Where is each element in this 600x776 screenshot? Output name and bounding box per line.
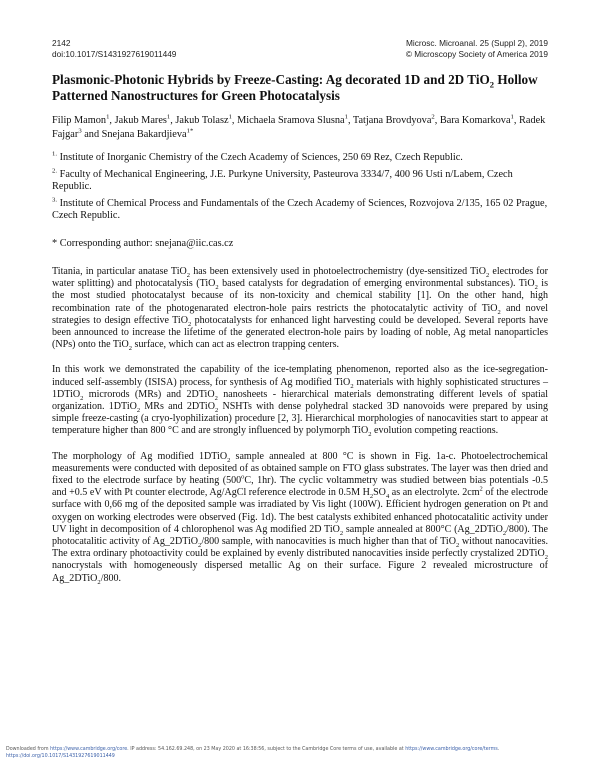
affiliation (52, 152, 548, 164)
footer-text: Downloaded from (6, 747, 51, 752)
affiliation-number: 3. (52, 196, 58, 204)
text-run: 4 (385, 493, 390, 501)
author-name: Tatjana Brovdyova (352, 115, 432, 126)
affiliation-text: Faculty of Mechanical Engineering, J.E. Purkyne University, Pasteurova 3334/7, 400 96 Usti n/Labem, Czech Republic. (52, 168, 513, 192)
text-run: 2 (339, 529, 344, 537)
author-affiliation-mark: 1 (106, 113, 110, 121)
author-affiliation-mark: 1 (510, 113, 514, 121)
text-run: 2 (80, 394, 84, 402)
text-run: The morphology of Ag modified 1DTiO (52, 450, 228, 462)
text-run: o (241, 473, 245, 481)
text-run: as an electrolyte. 2cm (389, 487, 480, 499)
author-name: Jakub Tolasz (175, 115, 229, 126)
text-run: 2 (479, 485, 483, 493)
text-run: 2 (198, 542, 202, 550)
text-run: without nanocavities. The extra ordinary photoactivity could be explained by evenly distributed nanocavities inside perfectly crystalized 2DTiO (52, 536, 548, 560)
text-run: 2 (128, 345, 133, 353)
text-run: electrodes for water splitting) and photocatalysis (TiO (52, 266, 548, 290)
author-separator: , (347, 115, 353, 126)
text-run: based catalysts for degradation of emerging environmental substances). TiO (218, 278, 535, 290)
author-name: Filip Mamon (52, 115, 107, 126)
text-run: materials with highly sophisticated structures – 1DTiO (52, 376, 548, 400)
text-run: 2 (187, 320, 192, 328)
affiliation-number: 2. (52, 167, 58, 175)
page-number: 2142 (52, 38, 71, 48)
text-run: is the most studied photocatalyst because of its non-toxicity and chemical stability [1]. On the other hand, high recombination rate of the photogenarated electron-hole pairs restricts the photocatalytic activity of TiO (52, 278, 548, 314)
footer-text-2: . IP address: 54.162.69.248, on 23 May 2020 at 16:38:56, subject to the Cambridge Core terms of use, available at (127, 747, 406, 752)
text-run: evolution competing reactions. (371, 425, 499, 437)
author-affiliation-mark: 2 (431, 113, 435, 121)
text-run: and novel strategies to design effective TiO (52, 302, 548, 326)
text-run: /800 sample, with nanocavities is much higher than that of TiO (201, 536, 456, 548)
affiliation (52, 169, 548, 193)
footer-line-1 (6, 746, 596, 753)
author-name: Radek Fajgar (52, 115, 546, 140)
affiliation-text: Institute of Inorganic Chemistry of the Czech Academy of Sciences, 250 69 Rez, Czech Republic. (57, 152, 463, 163)
text-run: 2 (97, 578, 101, 586)
text-run: 2 (485, 272, 490, 279)
abstract-body (52, 266, 548, 598)
body-paragraph (52, 451, 548, 585)
author-separator: , (170, 115, 176, 126)
doi: doi:10.1017/S1431927619011449 (52, 49, 177, 59)
author-affiliation-mark: 1 (228, 113, 232, 121)
download-footer (6, 746, 596, 760)
text-run: nanosheets - hierarchical materials demonstrating different levels of spatial organization. 1DTiO (52, 388, 548, 413)
author-name: Jakub Mares (114, 115, 167, 126)
footer-text-3: . (497, 747, 500, 752)
author-separator: and (81, 128, 102, 140)
text-run: C, 1hr). The cyclic voltammetry was studied between bias potentials -0.5 and +0.5 eV with Pt counter electrode, Ag/AgCl reference electrode in 0.5M H (52, 475, 548, 499)
text-run: In this work we demonstrated the capability of the ice-templating phenomenon, reported also as the ice-segregation-induced self-assembly (ISISA) process, for synthesis of Ag modified TiO (52, 364, 548, 388)
author-separator: , (513, 115, 520, 126)
text-run: 2 (368, 431, 372, 439)
footer-link-doi[interactable]: https://doi.org/10.1017/S1431927619011449 (6, 754, 115, 759)
affiliations (52, 152, 548, 227)
text-run: 2 (544, 554, 548, 562)
affiliation-number: 1. (52, 150, 58, 158)
author-name: Michaela Sramova Slusna (237, 115, 345, 126)
text-run: 2 (215, 284, 219, 292)
text-run: 2 (497, 308, 501, 316)
title-subscript: 2 (489, 79, 495, 90)
text-run: sample annealed at 800°C (Ag_2DTiO (343, 523, 503, 535)
copyright: © Microscopy Society of America 2019 (405, 49, 548, 59)
title-text-rest: Hollow Patterned Nanostructures for Green Photocatalysis (52, 72, 538, 103)
text-run: photocatalysts for enhanced light harvesting could be developed. Several reports have been announced to increase the lifetime of the generated electron-hole pairs by loading of noble, Ag metal nanoparticles (NPs) onto the TiO (52, 314, 548, 351)
author-affiliation-mark: 1* (186, 127, 194, 135)
author-separator: , (434, 115, 440, 126)
body-paragraph (52, 364, 548, 437)
text-run: 2 (534, 284, 538, 292)
author-separator: , (109, 115, 115, 126)
author-name: Snejana Bakardjieva (101, 128, 187, 140)
text-run: 2 (227, 456, 231, 464)
text-run: 2 (350, 382, 354, 390)
footer-link-core[interactable]: https://www.cambridge.org/core (50, 747, 128, 752)
text-run: microrods (MRs) and 2DTiO (83, 388, 215, 400)
title-text: Plasmonic-Photonic Hybrids by Freeze-Casting: Ag decorated 1D and 2D TiO (52, 72, 490, 87)
text-run: of the electrode surface with 0,66 mg of the deposited sample was irradiated by Vis light (100W). Efficient hydrogen generation on Pt and oxygen on working electrodes were observed (Fig. 1d). The best catalysts exhibited enhanced photocatalitic activity under UV light in decomposition of 4 chlorophenol was Ag modified 2D TiO (52, 487, 548, 535)
affiliation-text: Institute of Chemical Process and Fundamentals of the Czech Academy of Sciences, Rozvojova 2/135, 165 02 Prague, Czech Republic. (52, 197, 548, 221)
text-run: SO (373, 487, 386, 499)
text-run: sample annealed at 800 °C is shown in Fig. 1a-c. Photoelectrochemical measurements were conducted with deposited of as obtained sample on FTO glass substrates. The layer was then dried and fixed to the electrode surface by heating (500 (52, 450, 548, 487)
text-run: surface, which can act as electron trapping centers. (132, 339, 340, 351)
author-affiliation-mark: 3 (78, 127, 82, 135)
footer-link-terms[interactable]: https://www.cambridge.org/core/terms (405, 747, 498, 752)
text-run: nanocrystals with homogeneously dispersed metallic Ag on their surface. Figure 2 revealed microstructure of Ag_2DTiO (52, 560, 548, 584)
text-run: 2 (455, 542, 460, 550)
text-run: 2 (502, 529, 507, 537)
author-name: Bara Komarkova (439, 115, 511, 126)
author-affiliation-mark: 1 (166, 113, 171, 121)
corresponding-author: * Corresponding author: snejana@iic.cas.cz (52, 238, 234, 249)
text-run: Titania, in particular anatase TiO (52, 266, 187, 277)
paper-title (52, 72, 552, 103)
text-run: has been extensively used in photoelectrochemistry (dye-sensitized TiO (190, 266, 486, 277)
text-run: 2 (214, 394, 218, 402)
text-run: MRs and 2DTiO (140, 401, 215, 413)
text-run: NSHTs with dense polyhedral stacked 3D nanovoids were prepared by using simple freeze-casting (a cryo-lyophilization) procedure [2, 3]. Hierarchical morphologies of nanocavities start to appear at temperature higher than 800 °C and are strongly influenced by polymorph TiO (52, 401, 548, 437)
body-paragraph (52, 266, 548, 351)
author-list (52, 114, 548, 141)
journal-citation: Microsc. Microanal. 25 (Suppl 2), 2019 (405, 38, 548, 48)
footer-line-2 (6, 753, 596, 760)
text-run: /800. (100, 572, 122, 584)
author-affiliation-mark: 1 (344, 113, 348, 121)
text-run: /800). The photocatalitic activity of Ag_2DTiO (52, 523, 548, 548)
text-run: 2 (214, 407, 219, 415)
affiliation (52, 198, 548, 222)
author-separator: , (231, 115, 238, 126)
text-run: 2 (369, 493, 374, 501)
text-run: 2 (136, 407, 141, 415)
text-run: 2 (186, 272, 191, 279)
